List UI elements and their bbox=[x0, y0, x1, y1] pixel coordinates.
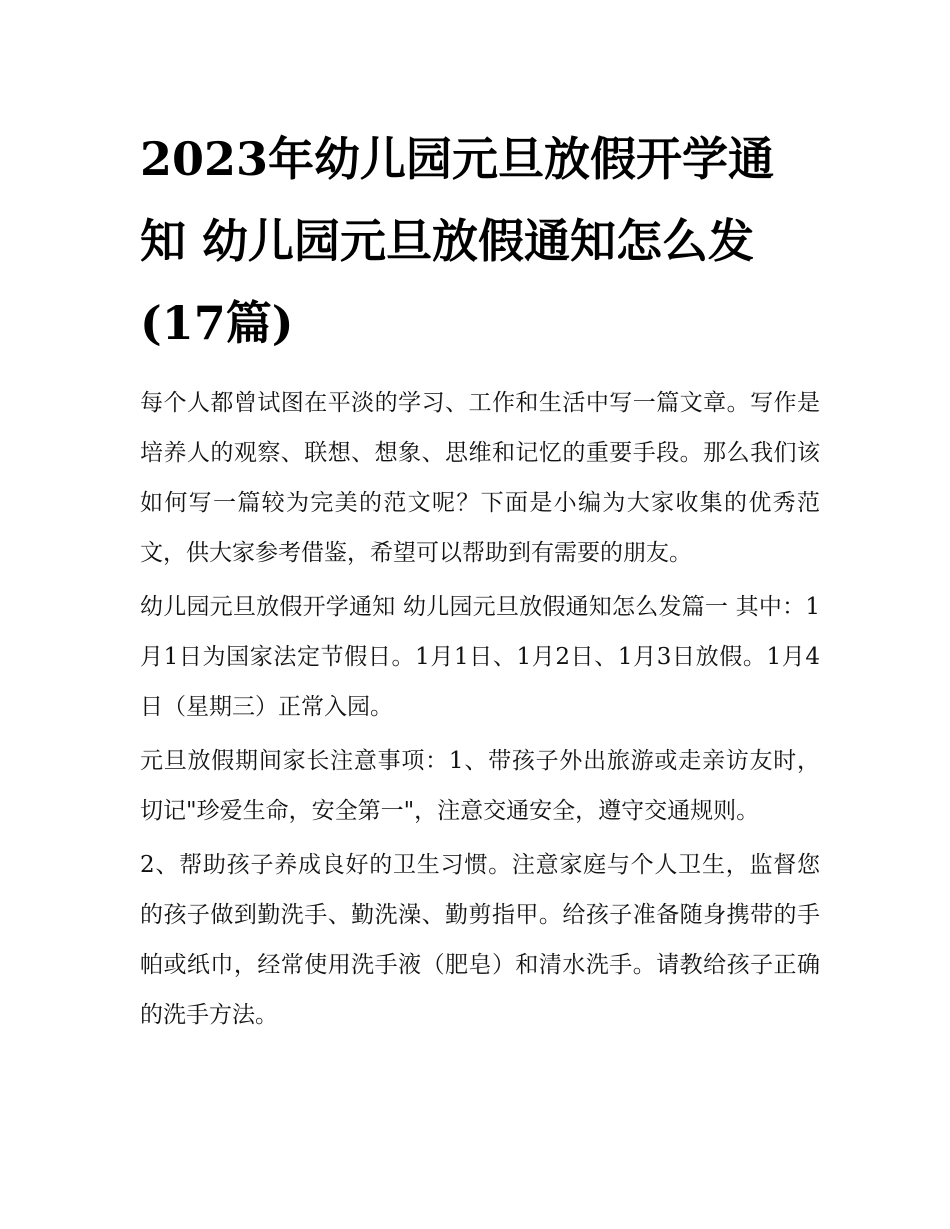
holiday-schedule-paragraph: 幼儿园元旦放假开学通知 幼儿园元旦放假通知怎么发篇一 其中：1月1日为国家法定节假日。1月1日、1月2日、1月3日放假。1月4日（星期三）正常入园。 bbox=[140, 594, 820, 720]
intro-paragraph: 每个人都曾试图在平淡的学习、工作和生活中写一篇文章。写作是培养人的观察、联想、想象、思维和记忆的重要手段。那么我们该如何写一篇较为完美的范文呢？下面是小编为大家收集的优秀范文，供大家参考借鉴，希望可以帮助到有需要的朋友。 bbox=[140, 390, 820, 566]
hygiene-paragraph: 2、帮助孩子养成良好的卫生习惯。注意家庭与个人卫生，监督您的孩子做到勤洗手、勤洗澡、勤剪指甲。给孩子准备随身携带的手帕或纸巾，经常使用洗手液（肥皂）和清水洗手。请教给孩子正确的洗手方法。 bbox=[140, 852, 820, 1028]
parent-notice-paragraph: 元旦放假期间家长注意事项：1、带孩子外出旅游或走亲访友时，切记"珍爱生命，安全第一"，注意交通安全，遵守交通规则。 bbox=[140, 748, 820, 824]
document-title: 2023年幼儿园元旦放假开学通知 幼儿园元旦放假通知怎么发(17篇) bbox=[140, 132, 775, 350]
document-page bbox=[140, 118, 820, 1044]
